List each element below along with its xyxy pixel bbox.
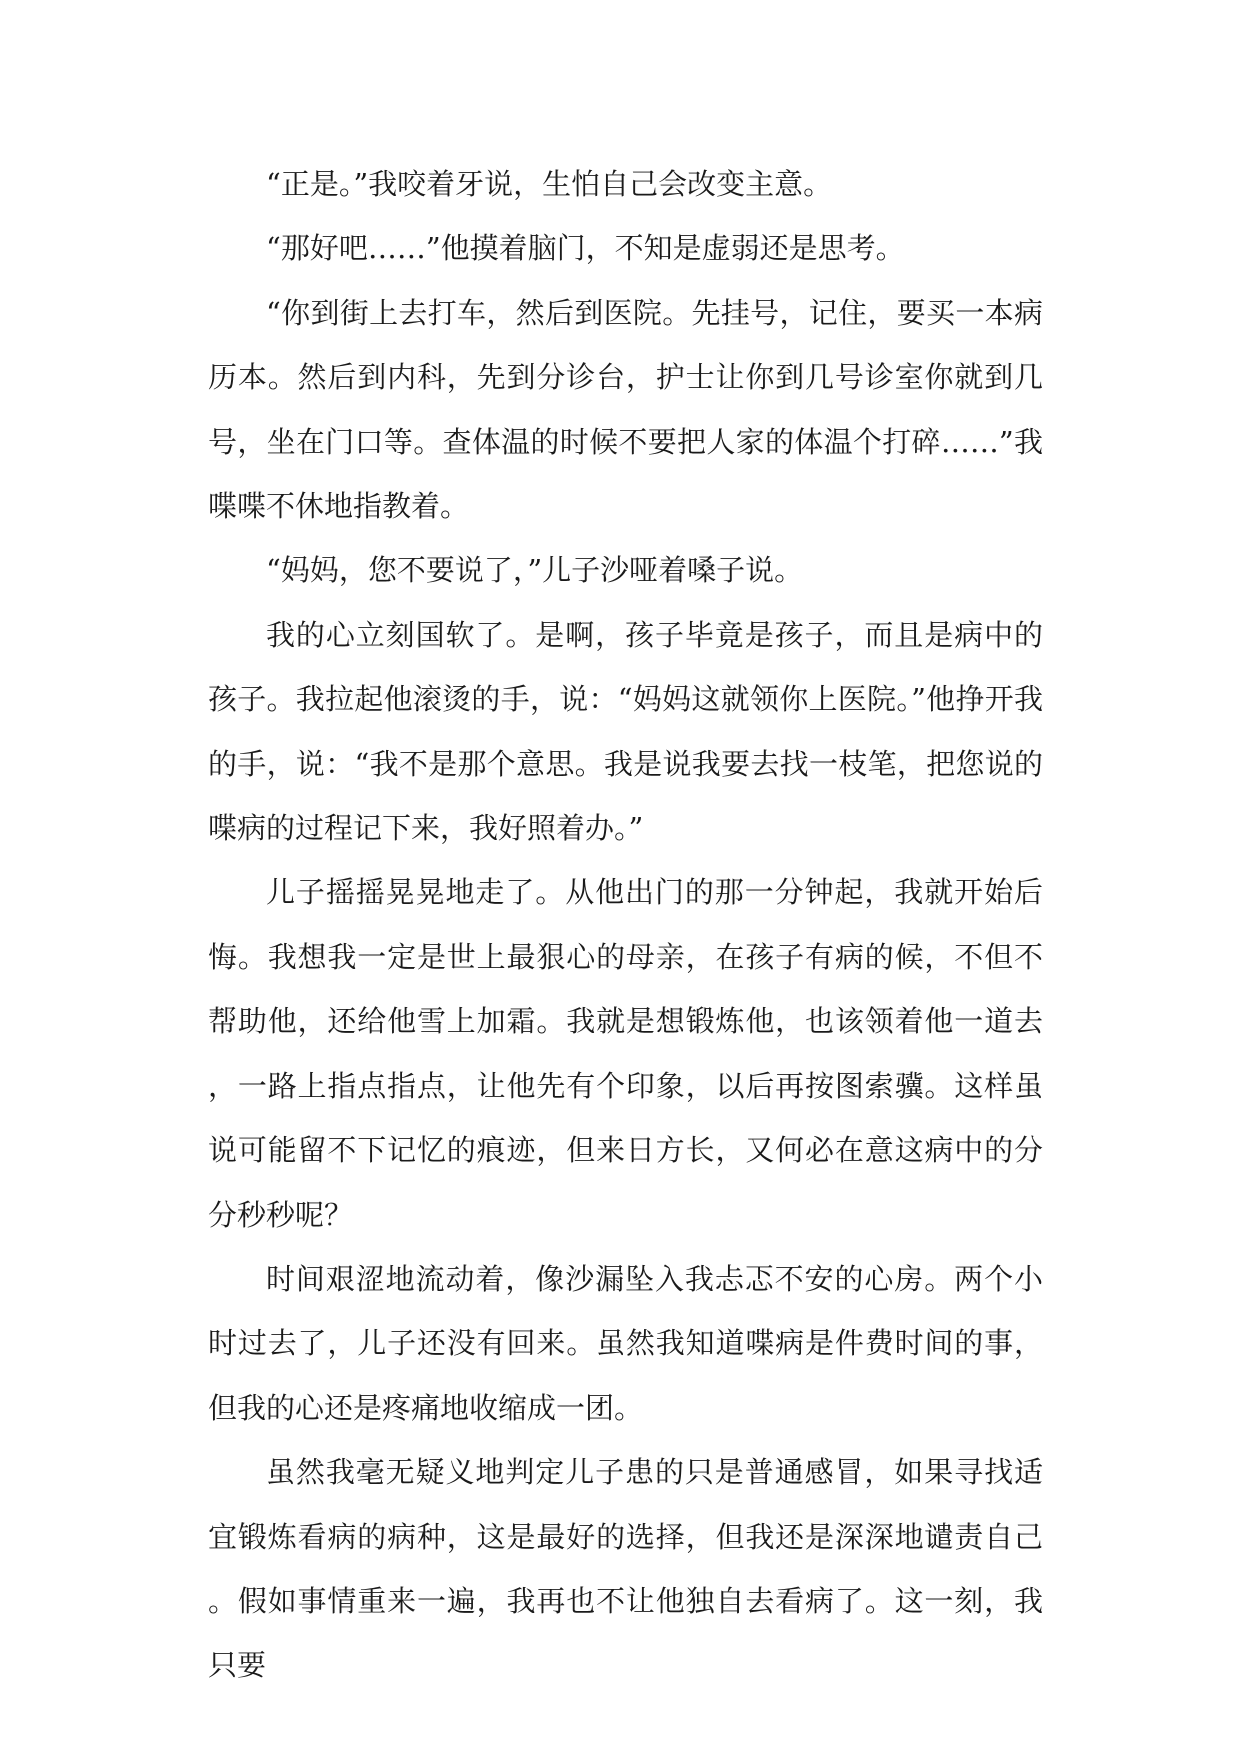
paragraph: “正是。”我咬着牙说，生怕自己会改变主意。 — [266, 167, 833, 201]
paragraph: “你到街上去打车，然后到医院。先挂号，记住，要买一本病历本。然后到内科，先到分诊台，护士让你到几号诊室你就到几号，坐在门口等。查体温的时候不要把人家的体温个打碎……”我喋喋不休地指教着。 — [208, 295, 1043, 524]
paragraph: 虽然我毫无疑义地判定儿子患的只是普通感冒，如果寻找适宜锻炼看病的病种，这是最好的选择，但我还是深深地谴责自己。假如事情重来一遍，我再也不让他独自去看病了。这一刻，我只要 — [208, 1455, 1043, 1683]
paragraph: “妈妈，您不要说了，”儿子沙哑着嗓子说。 — [266, 553, 804, 588]
paragraph: 我的心立刻国软了。是啊，孩子毕竟是孩子，而且是病中的孩子。我拉起他滚烫的手，说：“妈妈这就领你上医院。”他挣开我的手，说：“我不是那个意思。我是说我要去找一枝笔，把您说的喋病的过程记下来，我好照着办。” — [208, 617, 1043, 846]
paragraph: “那好吧……”他摸着脑门，不知是虚弱还是思考。 — [266, 231, 905, 266]
body-text — [208, 152, 1043, 1698]
paragraph: 时间艰涩地流动着，像沙漏坠入我忐忑不安的心房。两个小时过去了，儿子还没有回来。虽然我知道喋病是件费时间的事，但我的心还是疼痛地收缩成一团。 — [208, 1261, 1043, 1425]
paragraph: 儿子摇摇晃晃地走了。从他出门的那一分钟起，我就开始后悔。我想我一定是世上最狠心的母亲，在孩子有病的候，不但不帮助他，还给他雪上加霜。我就是想锻炼他，也该领着他一道去，一路上指点指点，让他先有个印象，以后再按图索骥。这样虽说可能留不下记忆的痕迹，但来日方长，又何必在意这病中的分分秒秒呢？ — [208, 875, 1043, 1232]
